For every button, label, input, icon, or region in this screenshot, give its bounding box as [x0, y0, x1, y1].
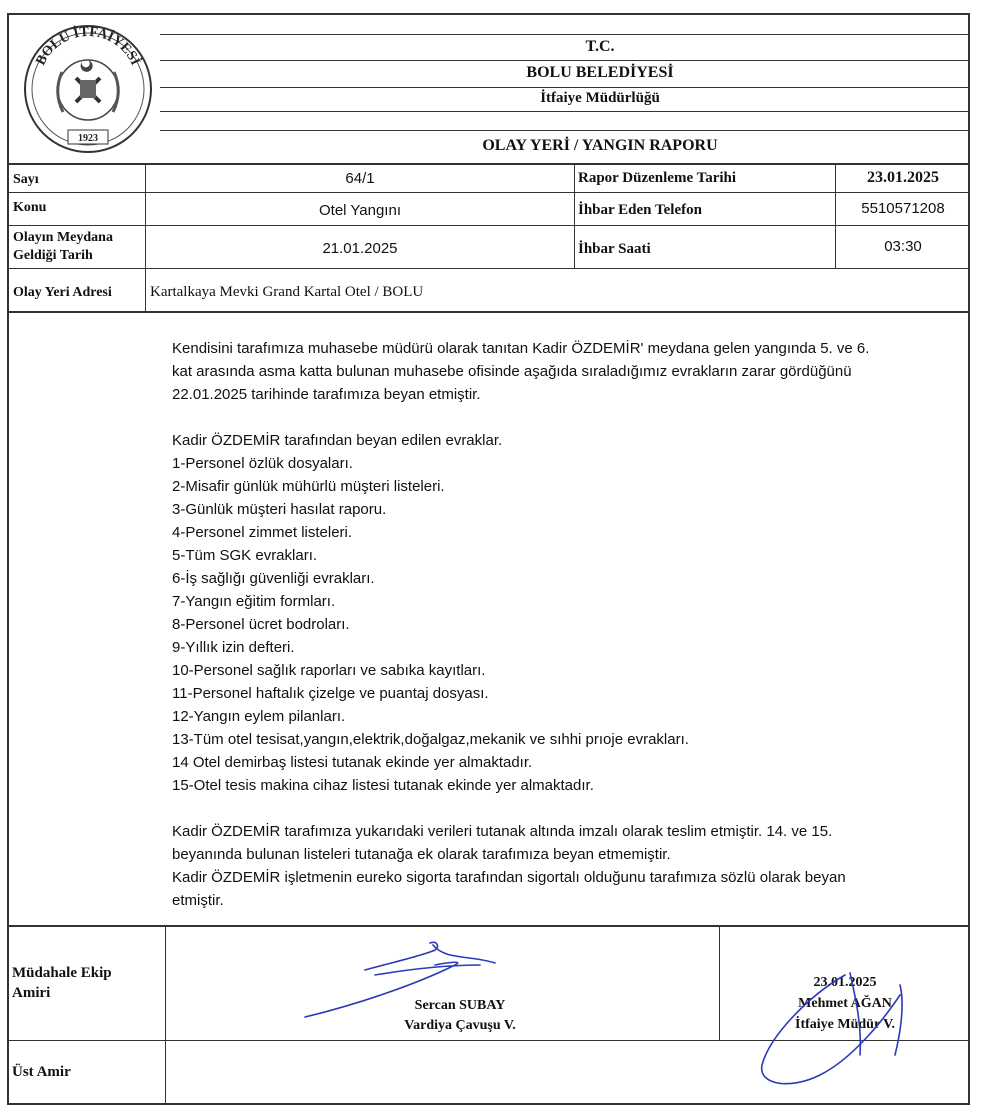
header-municipality: BOLU BELEDİYESİ: [526, 64, 674, 81]
list-item: 15-Otel tesis makina cihaz listesi tutanak ekinde yer almaktadır.: [172, 777, 594, 794]
list-item: 13-Tüm otel tesisat,yangın,elektrik,doğalgaz,mekanik ve sıhhi prıoje evrakları.: [172, 731, 689, 748]
list-item: 14 Otel demirbaş listesi tutanak ekinde yer almaktadır.: [172, 754, 533, 771]
list-item: 8-Personel ücret bodroları.: [172, 616, 350, 633]
mudur-name: Mehmet AĞAN: [798, 996, 892, 1011]
mudur-signature: [750, 965, 930, 1095]
konu-value: Otel Yangını: [318, 202, 401, 219]
sayi-label: Sayı: [13, 172, 39, 187]
intro-line: 22.01.2025 tarihinde tarafımıza beyan etmiştir.: [172, 386, 481, 403]
konu-label: Konu: [13, 200, 47, 215]
closing-line: Kadir ÖZDEMİR işletmenin eureko sigorta tarafından sigortalı olduğunu tarafımıza sözlü olarak beyan: [172, 869, 846, 886]
list-title: Kadir ÖZDEMİR tarafından beyan edilen evraklar.: [172, 432, 503, 449]
list-item: 4-Personel zimmet listeleri.: [172, 524, 353, 541]
mudahale-label-2: Amiri: [12, 985, 51, 1001]
closing-line: beyanında bulunan listeleri tutanağa ek olarak tarafımıza beyan etmemiştir.: [172, 846, 671, 863]
mudahale-title: Vardiya Çavuşu V.: [404, 1018, 516, 1033]
logo-arc-text: BOLU İTFAİYESİ: [33, 24, 143, 68]
list-item: 11-Personel haftalık çizelge ve puantaj dosyası.: [172, 685, 489, 702]
adres-label: Olay Yeri Adresi: [13, 285, 112, 300]
ihbar-telefon-value: 5510571208: [861, 200, 945, 217]
closing-line: etmiştir.: [172, 892, 224, 909]
ihbar-telefon-label: İhbar Eden Telefon: [578, 202, 702, 218]
ihbar-saati-value: 03:30: [884, 238, 922, 255]
fire-department-logo: [18, 22, 158, 156]
intro-line: Kendisini tarafımıza muhasebe müdürü olarak tanıtan Kadir ÖZDEMİR' meydana gelen yangında 5. ve 6.: [172, 340, 870, 357]
report-body: [172, 337, 952, 912]
adres-value: Kartalkaya Mevki Grand Kartal Otel / BOLU: [150, 284, 424, 300]
rapor-tarihi-value: 23.01.2025: [867, 169, 939, 186]
list-item: 1-Personel özlük dosyaları.: [172, 455, 353, 472]
mudur-date: 23.01.2025: [813, 975, 877, 990]
list-item: 9-Yıllık izin defteri.: [172, 639, 295, 656]
sayi-value: 64/1: [345, 170, 375, 187]
header-department: İtfaiye Müdürlüğü: [540, 90, 660, 106]
logo-year: 1923: [78, 133, 98, 144]
ust-amir-label: Üst Amir: [12, 1064, 71, 1080]
olay-tarihi-value: 21.01.2025: [322, 240, 398, 257]
list-item: 2-Misafir günlük mühürlü müşteri listeleri.: [172, 478, 445, 495]
report-title: OLAY YERİ / YANGIN RAPORU: [482, 137, 718, 154]
list-item: 12-Yangın eylem pilanları.: [172, 708, 346, 725]
list-item: 3-Günlük müşteri hasılat raporu.: [172, 501, 387, 518]
closing-line: Kadir ÖZDEMİR tarafımıza yukarıdaki verileri tutanak altında imzalı olarak teslim etmiştir. 14. ve 15.: [172, 823, 833, 840]
header-tc: T.C.: [585, 38, 615, 55]
mudahale-label-1: Müdahale Ekip: [12, 965, 112, 981]
intro-line: kat arasında asma katta bulunan muhasebe ofisinde aşağıda sıraladığımız evrakların zarar gördüğünü: [172, 363, 852, 380]
list-item: 5-Tüm SGK evrakları.: [172, 547, 318, 564]
olay-tarihi-label-1: Olayın Meydana: [13, 230, 113, 245]
ihbar-saati-label: İhbar Saati: [578, 241, 651, 257]
mudur-title: İtfaiye Müdür V.: [795, 1017, 895, 1032]
rapor-tarihi-label: Rapor Düzenleme Tarihi: [578, 170, 737, 186]
list-item: 10-Personel sağlık raporları ve sabıka kayıtları.: [172, 662, 486, 679]
olay-tarihi-label-2: Geldiği Tarih: [13, 248, 93, 263]
mudahale-name: Sercan SUBAY: [414, 998, 506, 1013]
list-item: 7-Yangın eğitim formları.: [172, 593, 336, 610]
list-item: 6-İş sağlığı güvenliği evrakları.: [172, 570, 375, 587]
